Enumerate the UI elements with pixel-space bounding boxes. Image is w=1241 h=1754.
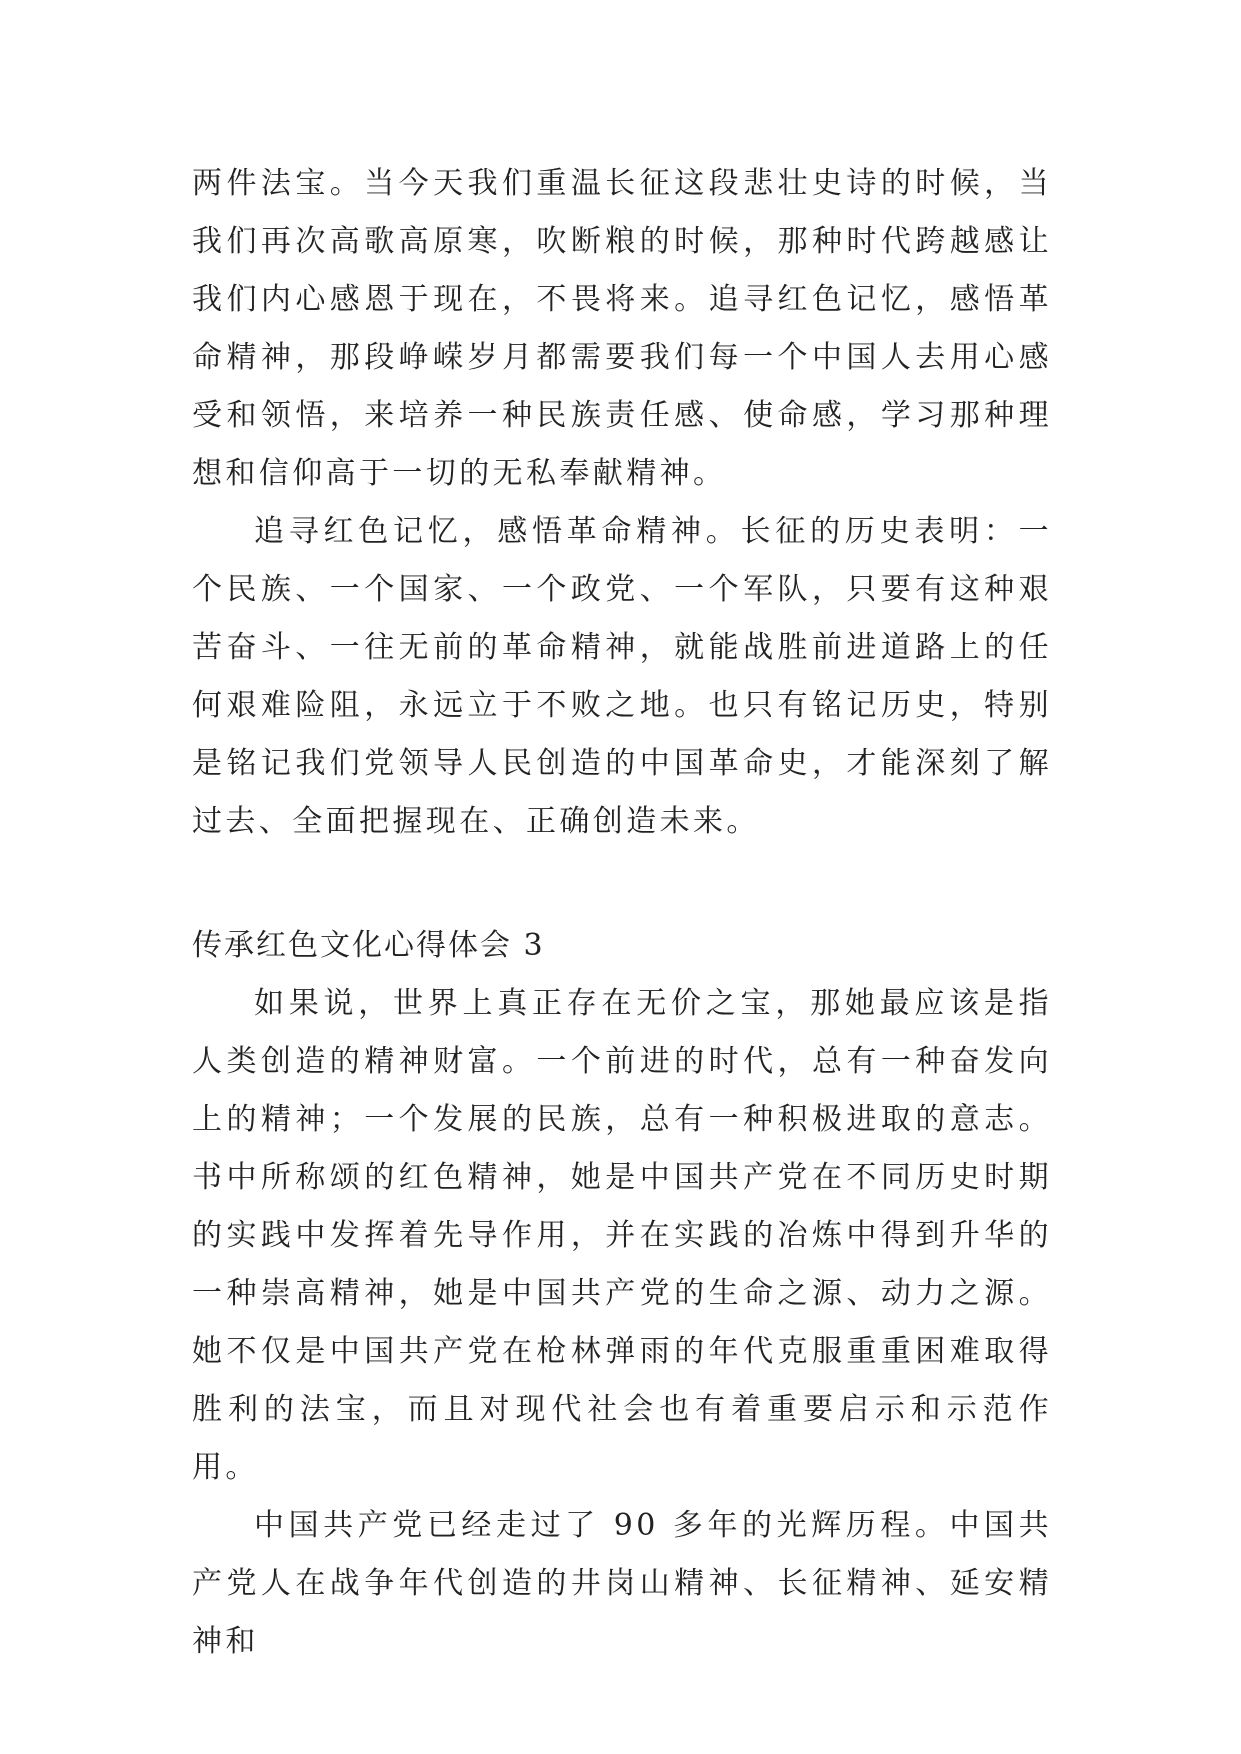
section-heading: 传承红色文化心得体会 3 (192, 928, 545, 963)
paragraph-priceless-treasure: 如果说，世界上真正存在无价之宝，那她最应该是指人类创造的精神财富。一个前进的时代，总有一种奋发向上的精神；一个发展的民族，总有一种积极进取的意志。书中所称颂的红色精神，她是中国共产党在不同历史时期的实践中发挥着先导作用，并在实践的冶炼中得到升华的一种崇高精神，她是中国共产党的生命之源、动力之源。她不仅是中国共产党在枪林弹雨的年代克服重重困难取得胜利的法宝，而且对现代社会也有着重要启示和示范作用。 (192, 986, 1052, 1485)
paragraph-continued: 两件法宝。当今天我们重温长征这段悲壮史诗的时候，当我们再次高歌高原寒，吹断粮的时候，那种时代跨越感让我们内心感恩于现在，不畏将来。追寻红色记忆，感悟革命精神，那段峥嵘岁月都需要我们每一个中国人去用心感受和领悟，来培养一种民族责任感、使命感，学习那种理想和信仰高于一切的无私奉献精神。 (192, 166, 1052, 491)
paragraph-party-history: 中国共产党已经走过了 90 多年的光辉历程。中国共产党人在战争年代创造的井岗山精神、长征精神、延安精神和 (192, 1508, 1052, 1659)
paragraph-revolutionary-spirit: 追寻红色记忆，感悟革命精神。长征的历史表明：一个民族、一个国家、一个政党、一个军队，只要有这种艰苦奋斗、一往无前的革命精神，就能战胜前进道路上的任何艰难险阻，永远立于不败之地。也只有铭记历史，特别是铭记我们党领导人民创造的中国革命史，才能深刻了解过去、全面把握现在、正确创造未来。 (192, 514, 1052, 839)
document-body (192, 155, 1052, 1671)
